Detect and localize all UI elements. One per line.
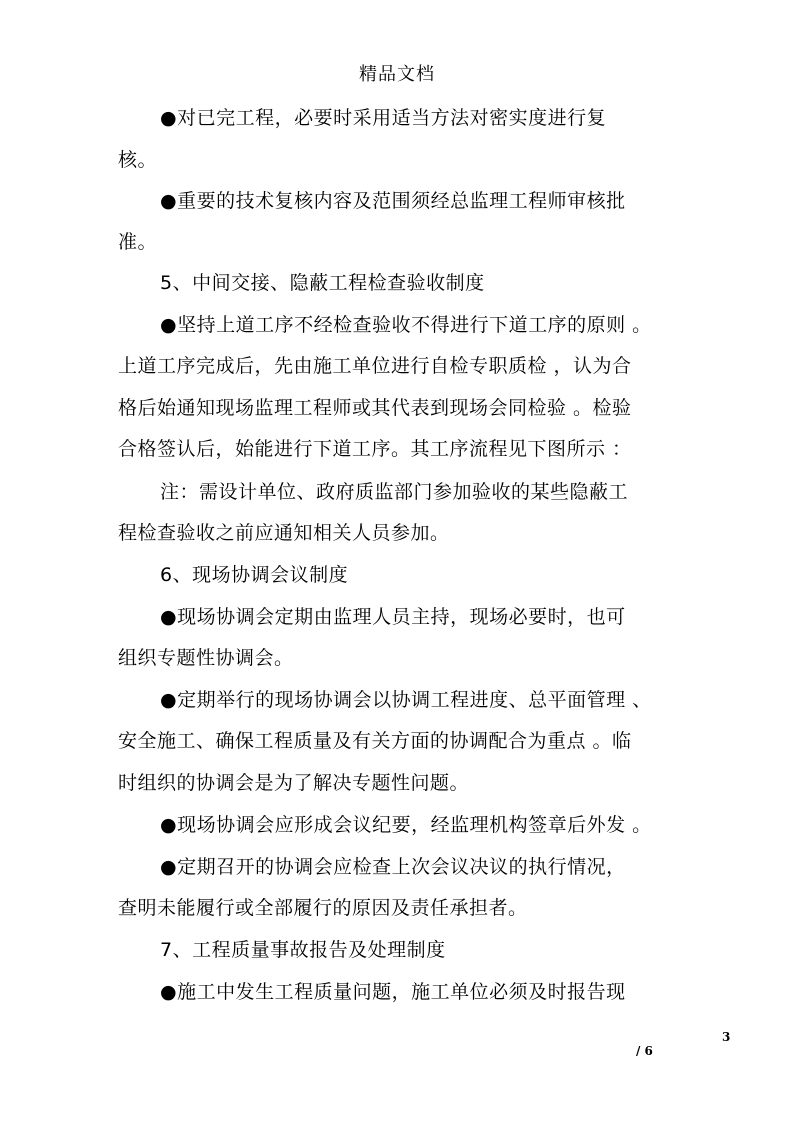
paragraph-line: ●定期召开的协调会应检查上次会议决议的执行情况， xyxy=(160,856,626,878)
paragraph-line: 核。 xyxy=(118,149,158,171)
paragraph-line: 注：需设计单位、政府质监部门参加验收的某些隐蔽工 xyxy=(160,481,629,503)
page-total: / 6 xyxy=(636,1044,653,1058)
paragraph-line: ●对已完工程，必要时采用适当方法对密实度进行复 xyxy=(160,107,607,129)
paragraph-line: 组织专题性协调会。 xyxy=(118,647,294,669)
paragraph-line: 查明未能履行或全部履行的原因及责任承担者。 xyxy=(118,897,528,919)
paragraph-line: 上道工序完成后，先由施工单位进行自检专职质检 ，认为合 xyxy=(118,355,632,377)
paragraph-line: 准。 xyxy=(118,231,158,253)
paragraph-line: ●施工中发生工程质量问题，施工单位必须及时报告现 xyxy=(160,981,626,1003)
paragraph-line: ●现场协调会定期由监理人员主持，现场必要时，也可 xyxy=(160,606,626,628)
section-heading: 7、工程质量事故报告及处理制度 xyxy=(160,939,446,961)
paragraph-line: ●坚持上道工序不经检查验收不得进行下道工序的原则 。 xyxy=(160,314,652,336)
section-heading: 6、现场协调会议制度 xyxy=(160,564,349,586)
paragraph-line: ●重要的技术复核内容及范围须经总监理工程师审核批 xyxy=(160,190,626,212)
paragraph-line: 合格签认后，始能进行下道工序。其工序流程见下图所示 ： xyxy=(118,438,632,460)
paragraph-line: ●现场协调会应形成会议纪要，经监理机构签章后外发 。 xyxy=(160,814,652,836)
page-number: 3 xyxy=(722,1030,731,1044)
paragraph-line: ●定期举行的现场协调会以协调工程进度、总平面管理 、 xyxy=(160,689,652,711)
paragraph-line: 格后始通知现场监理工程师或其代表到现场会同检验 。检验 xyxy=(118,397,632,419)
paragraph-line: 时组织的协调会是为了解决专题性问题。 xyxy=(118,772,470,794)
document-header-title: 精品文档 xyxy=(359,64,435,85)
section-heading: 5、中间交接、隐蔽工程检查验收制度 xyxy=(160,272,485,294)
paragraph-line: 安全施工、确保工程质量及有关方面的协调配合为重点 。临 xyxy=(118,730,632,752)
paragraph-line: 程检查验收之前应通知相关人员参加。 xyxy=(118,522,450,544)
